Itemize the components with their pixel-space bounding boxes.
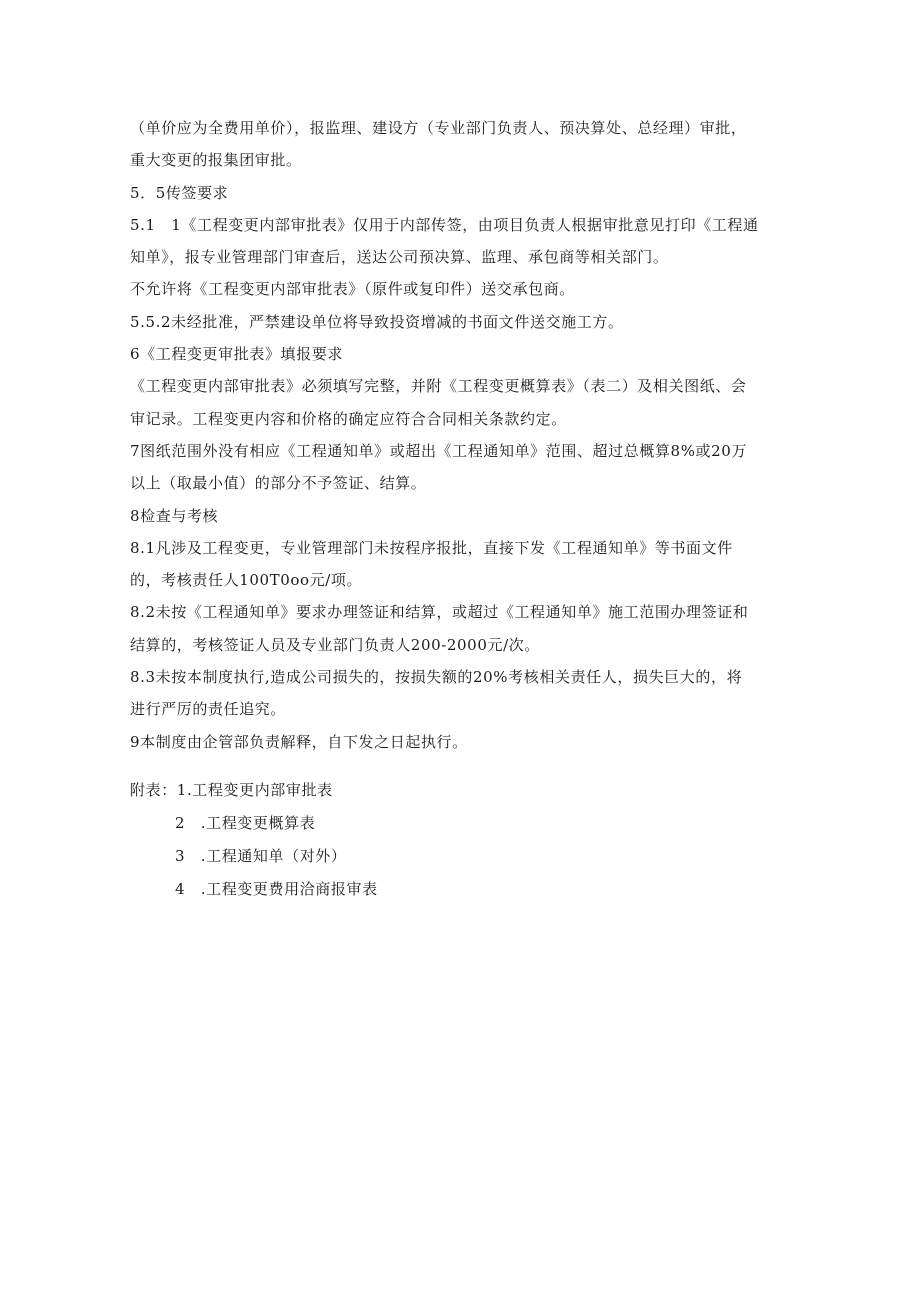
document-body xyxy=(130,112,820,758)
text-line: 8.3未按本制度执行,造成公司损失的，按损失额的20%考核相关责任人，损失巨大的，将 xyxy=(130,668,743,687)
text-line: 5.5.2未经批准，严禁建设单位将导致投资增减的书面文件送交施工方。 xyxy=(130,312,624,331)
text-line: 7图纸范围外没有相应《工程通知单》或超出《工程通知单》范围、超过总概算8%或20万 xyxy=(130,441,748,460)
text-line: 5.1 1《工程变更内部审批表》仅用于内部传签，由项目负责人根据审批意见打印《工程通 xyxy=(130,215,759,234)
text-line: 8.1凡涉及工程变更，专业管理部门未按程序报批，直接下发《工程通知单》等书面文件 xyxy=(130,538,733,557)
section-heading: 8检查与考核 xyxy=(130,506,219,525)
text-line: 审记录。工程变更内容和价格的确定应符合合同相关条款约定。 xyxy=(130,409,567,428)
text-line: 知单》，报专业管理部门审查后，送达公司预决算、监理、承包商等相关部门。 xyxy=(130,248,669,267)
text-line: 重大变更的报集团审批。 xyxy=(130,151,302,170)
attachment-item: 2 .工程变更概算表 xyxy=(175,814,316,832)
attachment-item: 3 .工程通知单（对外） xyxy=(175,847,347,865)
text-line: （单价应为全费用单价），报监理、建设方（专业部门负责人、预决算处、总经理）审批， xyxy=(130,119,747,137)
attachments-label: 附表：1.工程变更内部审批表 xyxy=(130,781,333,799)
text-line: 的，考核责任人100T0oo元/项。 xyxy=(130,571,363,590)
text-line: 进行严厉的责任追究。 xyxy=(130,700,287,719)
text-line: 9本制度由企管部负责解释，自下发之日起执行。 xyxy=(130,732,468,751)
text-line: 不允许将《工程变更内部审批表》（原件或复印件）送交承包商。 xyxy=(130,280,575,299)
text-line: 结算的，考核签证人员及专业部门负责人200-2000元/次。 xyxy=(130,635,540,654)
text-line: 以上（取最小值）的部分不予签证、结算。 xyxy=(130,474,427,493)
attachments-list xyxy=(130,774,820,906)
text-line: 8.2未按《工程通知单》要求办理签证和结算，或超过《工程通知单》施工范围办理签证和 xyxy=(130,603,749,622)
text-line: 《工程变更内部审批表》必须填写完整，并附《工程变更概算表》（表二）及相关图纸、会 xyxy=(130,377,747,396)
attachment-item: 4 .工程变更费用洽商报审表 xyxy=(175,880,378,898)
section-heading: 6《工程变更审批表》填报要求 xyxy=(130,345,343,364)
section-heading: 5．5传签要求 xyxy=(130,183,229,202)
